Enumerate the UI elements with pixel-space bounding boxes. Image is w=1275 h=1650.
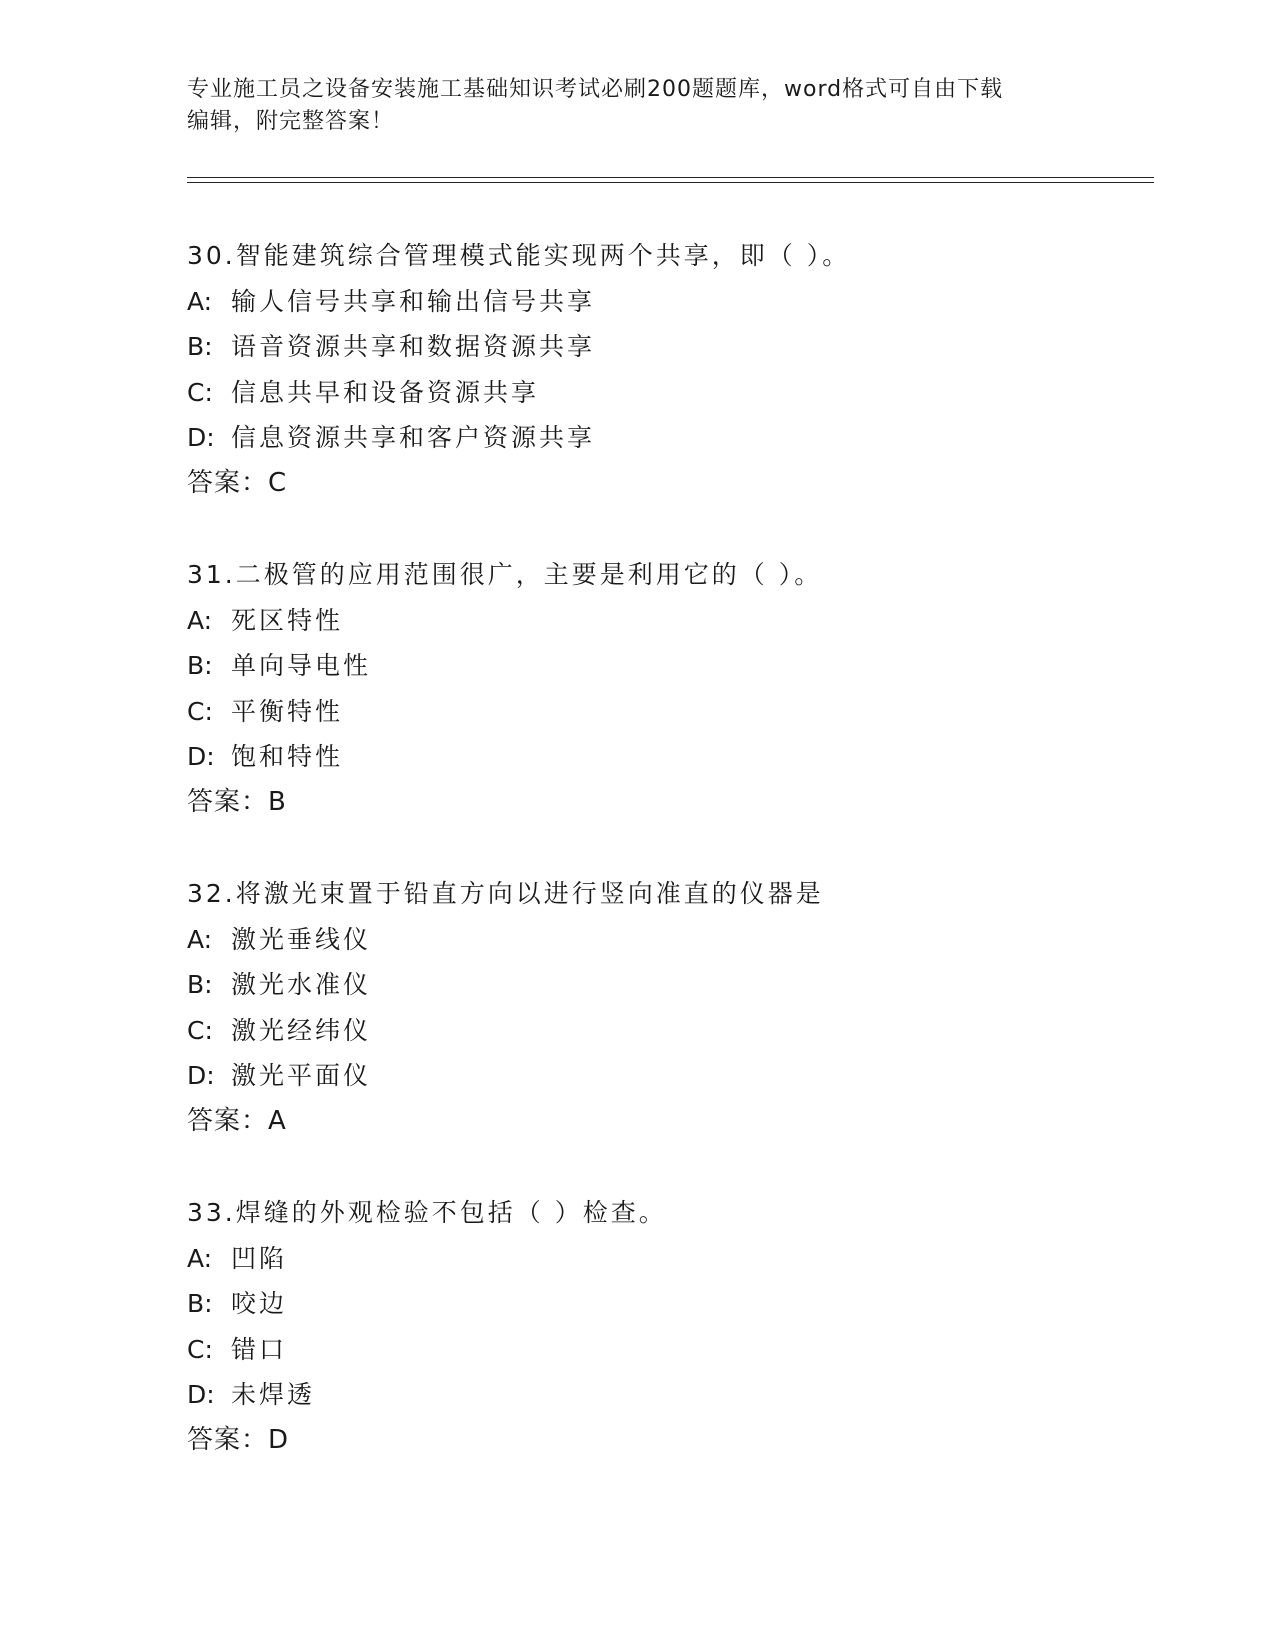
option-text: 错口 xyxy=(231,1334,288,1364)
option-key: B: xyxy=(187,970,213,999)
option-c xyxy=(187,1327,1147,1373)
question-stem: 32.将激光束置于铅直方向以进行竖向准直的仪器是 xyxy=(187,879,824,908)
question-block xyxy=(187,233,1147,506)
option-a xyxy=(187,279,1147,325)
option-b xyxy=(187,643,1147,689)
option-c xyxy=(187,370,1147,416)
option-text: 咬边 xyxy=(231,1289,288,1318)
option-key: A: xyxy=(187,1243,213,1273)
option-key: B: xyxy=(187,1289,213,1318)
document-header xyxy=(187,74,1087,138)
option-text: 激光垂线仪 xyxy=(231,924,372,954)
answer-line: 答案：A xyxy=(187,1105,287,1136)
answer-line: 答案：B xyxy=(187,786,287,817)
option-b xyxy=(187,324,1147,370)
option-text: 饱和特性 xyxy=(231,742,344,771)
option-text: 信息共早和设备资源共享 xyxy=(231,377,540,407)
option-key: D: xyxy=(187,423,215,452)
option-text: 激光水准仪 xyxy=(231,970,372,999)
answer-line: 答案：C xyxy=(187,467,288,498)
option-key: A: xyxy=(187,286,213,316)
option-d xyxy=(187,1372,1147,1418)
header-divider-bottom xyxy=(187,182,1154,183)
header-line-2: 编辑，附完整答案！ xyxy=(187,109,395,134)
option-c xyxy=(187,1008,1147,1054)
question-block xyxy=(187,1190,1147,1463)
option-key: A: xyxy=(187,924,213,954)
question-block xyxy=(187,552,1147,825)
option-key: C: xyxy=(187,1334,213,1364)
option-text: 平衡特性 xyxy=(231,696,344,726)
question-stem: 31.二极管的应用范围很广，主要是利用它的（ ）。 xyxy=(187,560,823,589)
option-text: 信息资源共享和客户资源共享 xyxy=(231,423,596,452)
option-text: 单向导电性 xyxy=(231,651,372,680)
option-key: A: xyxy=(187,605,213,635)
header-divider-top xyxy=(187,177,1154,178)
option-text: 激光平面仪 xyxy=(231,1061,372,1090)
option-key: D: xyxy=(187,1380,215,1409)
option-c xyxy=(187,689,1147,735)
question-stem: 30.智能建筑综合管理模式能实现两个共享，即（ ）。 xyxy=(187,241,851,270)
option-b xyxy=(187,962,1147,1008)
header-line-1: 专业施工员之设备安装施工基础知识考试必刷200题题库，word格式可自由下载 xyxy=(187,77,1004,102)
option-text: 死区特性 xyxy=(231,605,344,635)
option-text: 输人信号共享和输出信号共享 xyxy=(231,286,596,316)
option-key: B: xyxy=(187,332,213,361)
option-d xyxy=(187,415,1147,461)
option-text: 未焊透 xyxy=(231,1380,316,1409)
option-key: D: xyxy=(187,1061,215,1090)
question-block xyxy=(187,871,1147,1144)
option-key: C: xyxy=(187,377,213,407)
option-text: 凹陷 xyxy=(231,1243,288,1273)
option-key: C: xyxy=(187,696,213,726)
answer-line: 答案：D xyxy=(187,1424,290,1455)
option-key: C: xyxy=(187,1015,213,1045)
option-text: 激光经纬仪 xyxy=(231,1015,372,1045)
option-d xyxy=(187,1053,1147,1099)
option-text: 语音资源共享和数据资源共享 xyxy=(231,332,596,361)
option-key: D: xyxy=(187,742,215,771)
option-key: B: xyxy=(187,651,213,680)
question-stem: 33.焊缝的外观检验不包括（ ）检查。 xyxy=(187,1198,667,1227)
option-b xyxy=(187,1281,1147,1327)
option-a xyxy=(187,917,1147,963)
option-a xyxy=(187,1236,1147,1282)
option-d xyxy=(187,734,1147,780)
option-a xyxy=(187,598,1147,644)
